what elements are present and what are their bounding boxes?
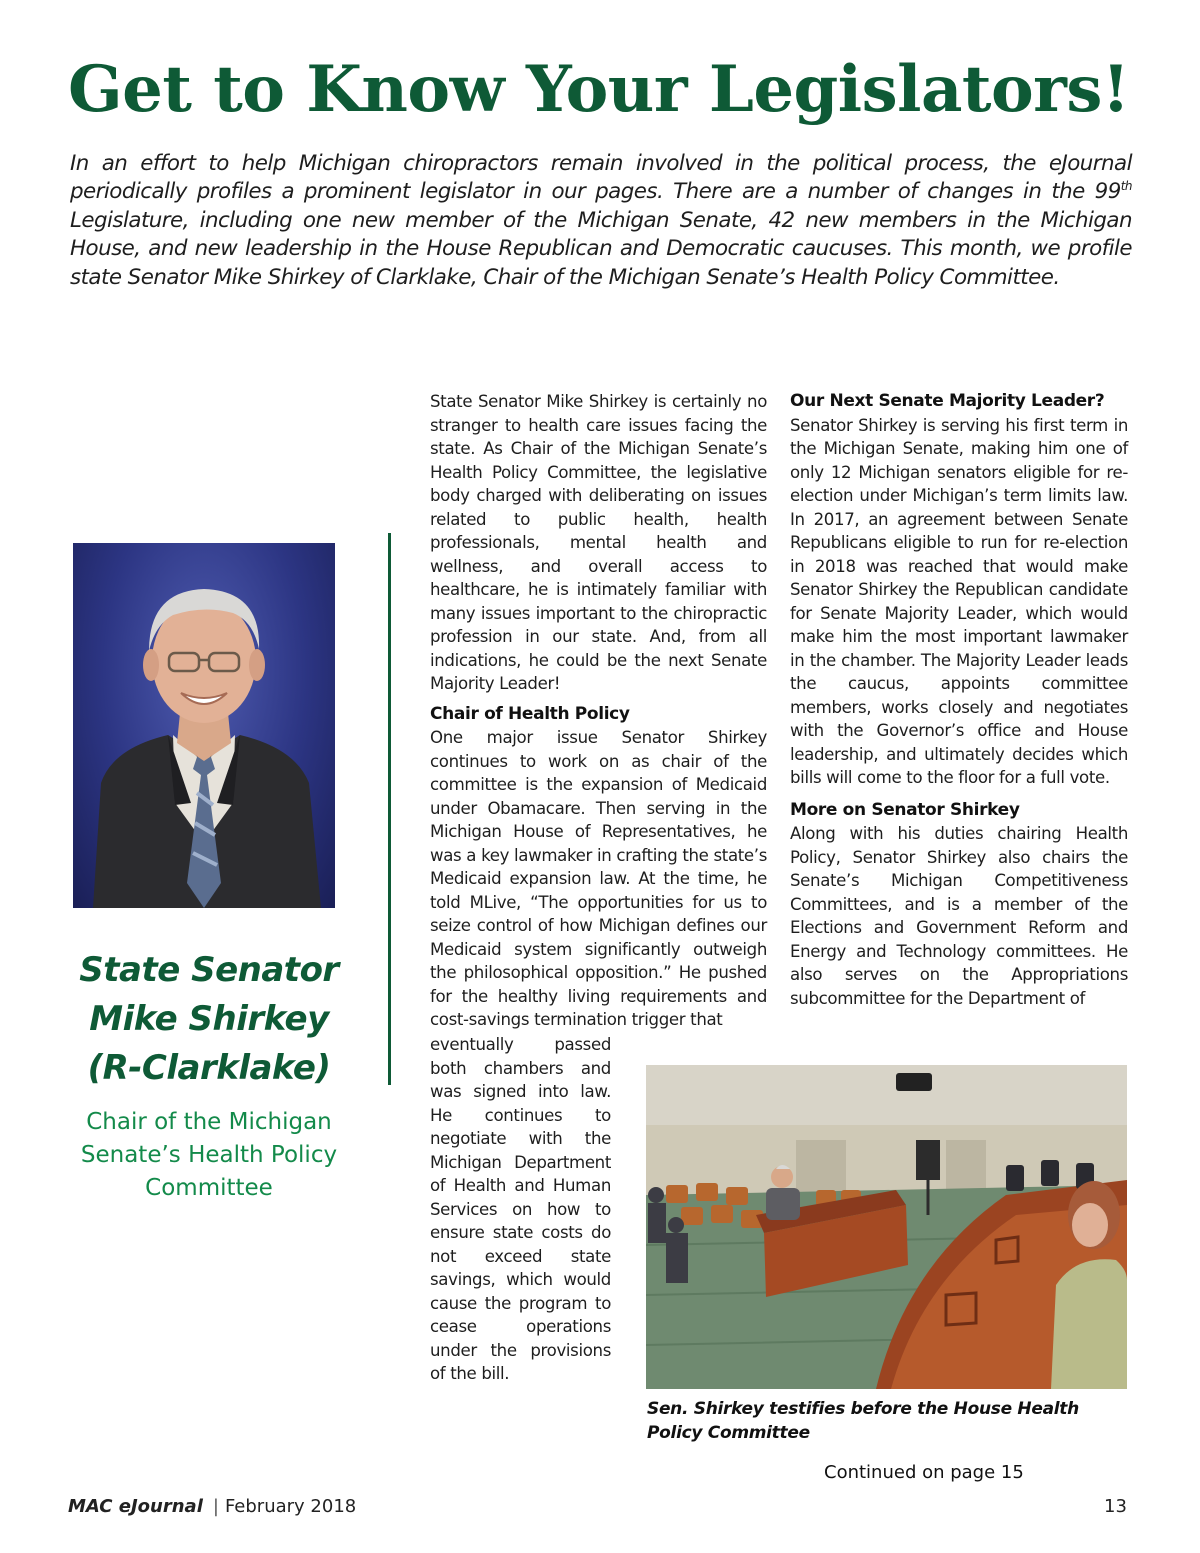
senator-role-line3: Committee [145,1175,273,1201]
section-heading-health-policy: Chair of Health Policy [430,703,630,724]
publication-name: MAC eJournal [68,1496,203,1517]
senator-role [55,1106,363,1205]
sidebar-divider-rule [388,533,391,1085]
senator-name [50,946,368,1093]
article-paragraph-committees: Along with his duties chairing Health Policy, Senator Shirkey also chairs the Senate’s Michigan Competitiveness Committees, and is a member of the Elections and Government Reform and Energy and Technology committees. He also serves on the Appropriations subcommittee for the Department of [790,824,1128,1008]
senator-portrait-photo [73,543,335,908]
ordinal-suffix: th [1120,179,1132,194]
article-paragraph-intro: State Senator Mike Shirkey is certainly no stranger to health care issues facing the state. As Chair of the Michigan Senate’s Health Policy Committee, the legislative body charged with deliberating on issues related to public health, health professionals, mental health and wellness, and overall access to healthcare, he is intimately familiar with many issues important to the chiropractic profession in our state. And, from all indications, he could be the next Senate Majority Leader! [430,392,767,693]
photo-caption: Sen. Shirkey testifies before the House Health Policy Committee [647,1399,1079,1443]
article-paragraph-medicaid-continued: eventually passed both chambers and was signed into law. He continues to negotiate with the Michigan Department of Health and Human Services on how to ensure state costs do not exceed state savings, which would cause the program to cease operations under the provisions of the bill. [430,1035,611,1383]
article-column-right [790,390,1128,1010]
senator-role-line2: Senate’s Health Policy [80,1142,338,1168]
committee-hearing-photo [646,1065,1127,1389]
article-paragraph-majority-leader: Senator Shirkey is serving his first term in the Michigan Senate, making him one of only 12 Michigan senators eligible for re-election under Michigan’s term limits law. In 2017, an agreement between Senate Republicans eligible to run for re-election in 2018 was reached that would make Senator Shirkey the Republican candidate for Senate Majority Leader, which would make him the most important lawmaker in the chamber. The Majority Leader leads the caucus, appoints committee members, works closely and negotiates with the Governor’s office and House leadership, and ultimately decides which bills will come to the floor for a full vote. [790,415,1128,787]
issue-date: February 2018 [224,1496,357,1517]
article-paragraph-medicaid: One major issue Senator Shirkey continues to work on as chair of the committee is the expansion of Medicaid under Obamacare. Then serving in the Michigan House of Representatives, he was a key lawmaker in crafting the state’s Medicaid expansion law. At the time, he told MLive, “The opportunities for us to seize control of how Michigan defines our Medicaid system significantly outweigh the philosophical opposition.” He pushed for the healthy living requirements and cost-savings termination trigger that [430,728,767,1029]
section-heading-majority-leader: Our Next Senate Majority Leader? [790,391,1105,411]
footer-publication [68,1496,356,1517]
section-heading-more: More on Senator Shirkey [790,799,1020,820]
senator-name-line1: State Senator [79,950,339,990]
intro-text-part2: Legislature, including one new member of the Michigan Senate, 42 new members in the Michigan House, and new leadership in the House Republican and Democratic caucuses. This month, we profile state Senator Mike Shirkey of Clarklake, Chair of the Michigan Senate’s Health Policy Committee. [70,207,1132,290]
continued-on-page-link: Continued on page 15 [824,1462,1024,1483]
page-headline: Get to Know Your Legislators! [68,52,1130,127]
senator-name-line3: (R-Clarklake) [87,1048,331,1088]
article-column-left-continued [430,1033,611,1386]
footer-separator: | [212,1496,219,1517]
intro-paragraph [70,150,1132,292]
article-column-left [430,390,767,1032]
page-number: 13 [1104,1496,1127,1517]
senator-role-line1: Chair of the Michigan [86,1109,332,1135]
intro-text-part1: In an effort to help Michigan chiropractors remain involved in the political process, the eJournal periodically profiles a prominent legislator in our pages. There are a number of changes in the 99 [70,151,1132,205]
senator-name-line2: Mike Shirkey [89,999,329,1039]
